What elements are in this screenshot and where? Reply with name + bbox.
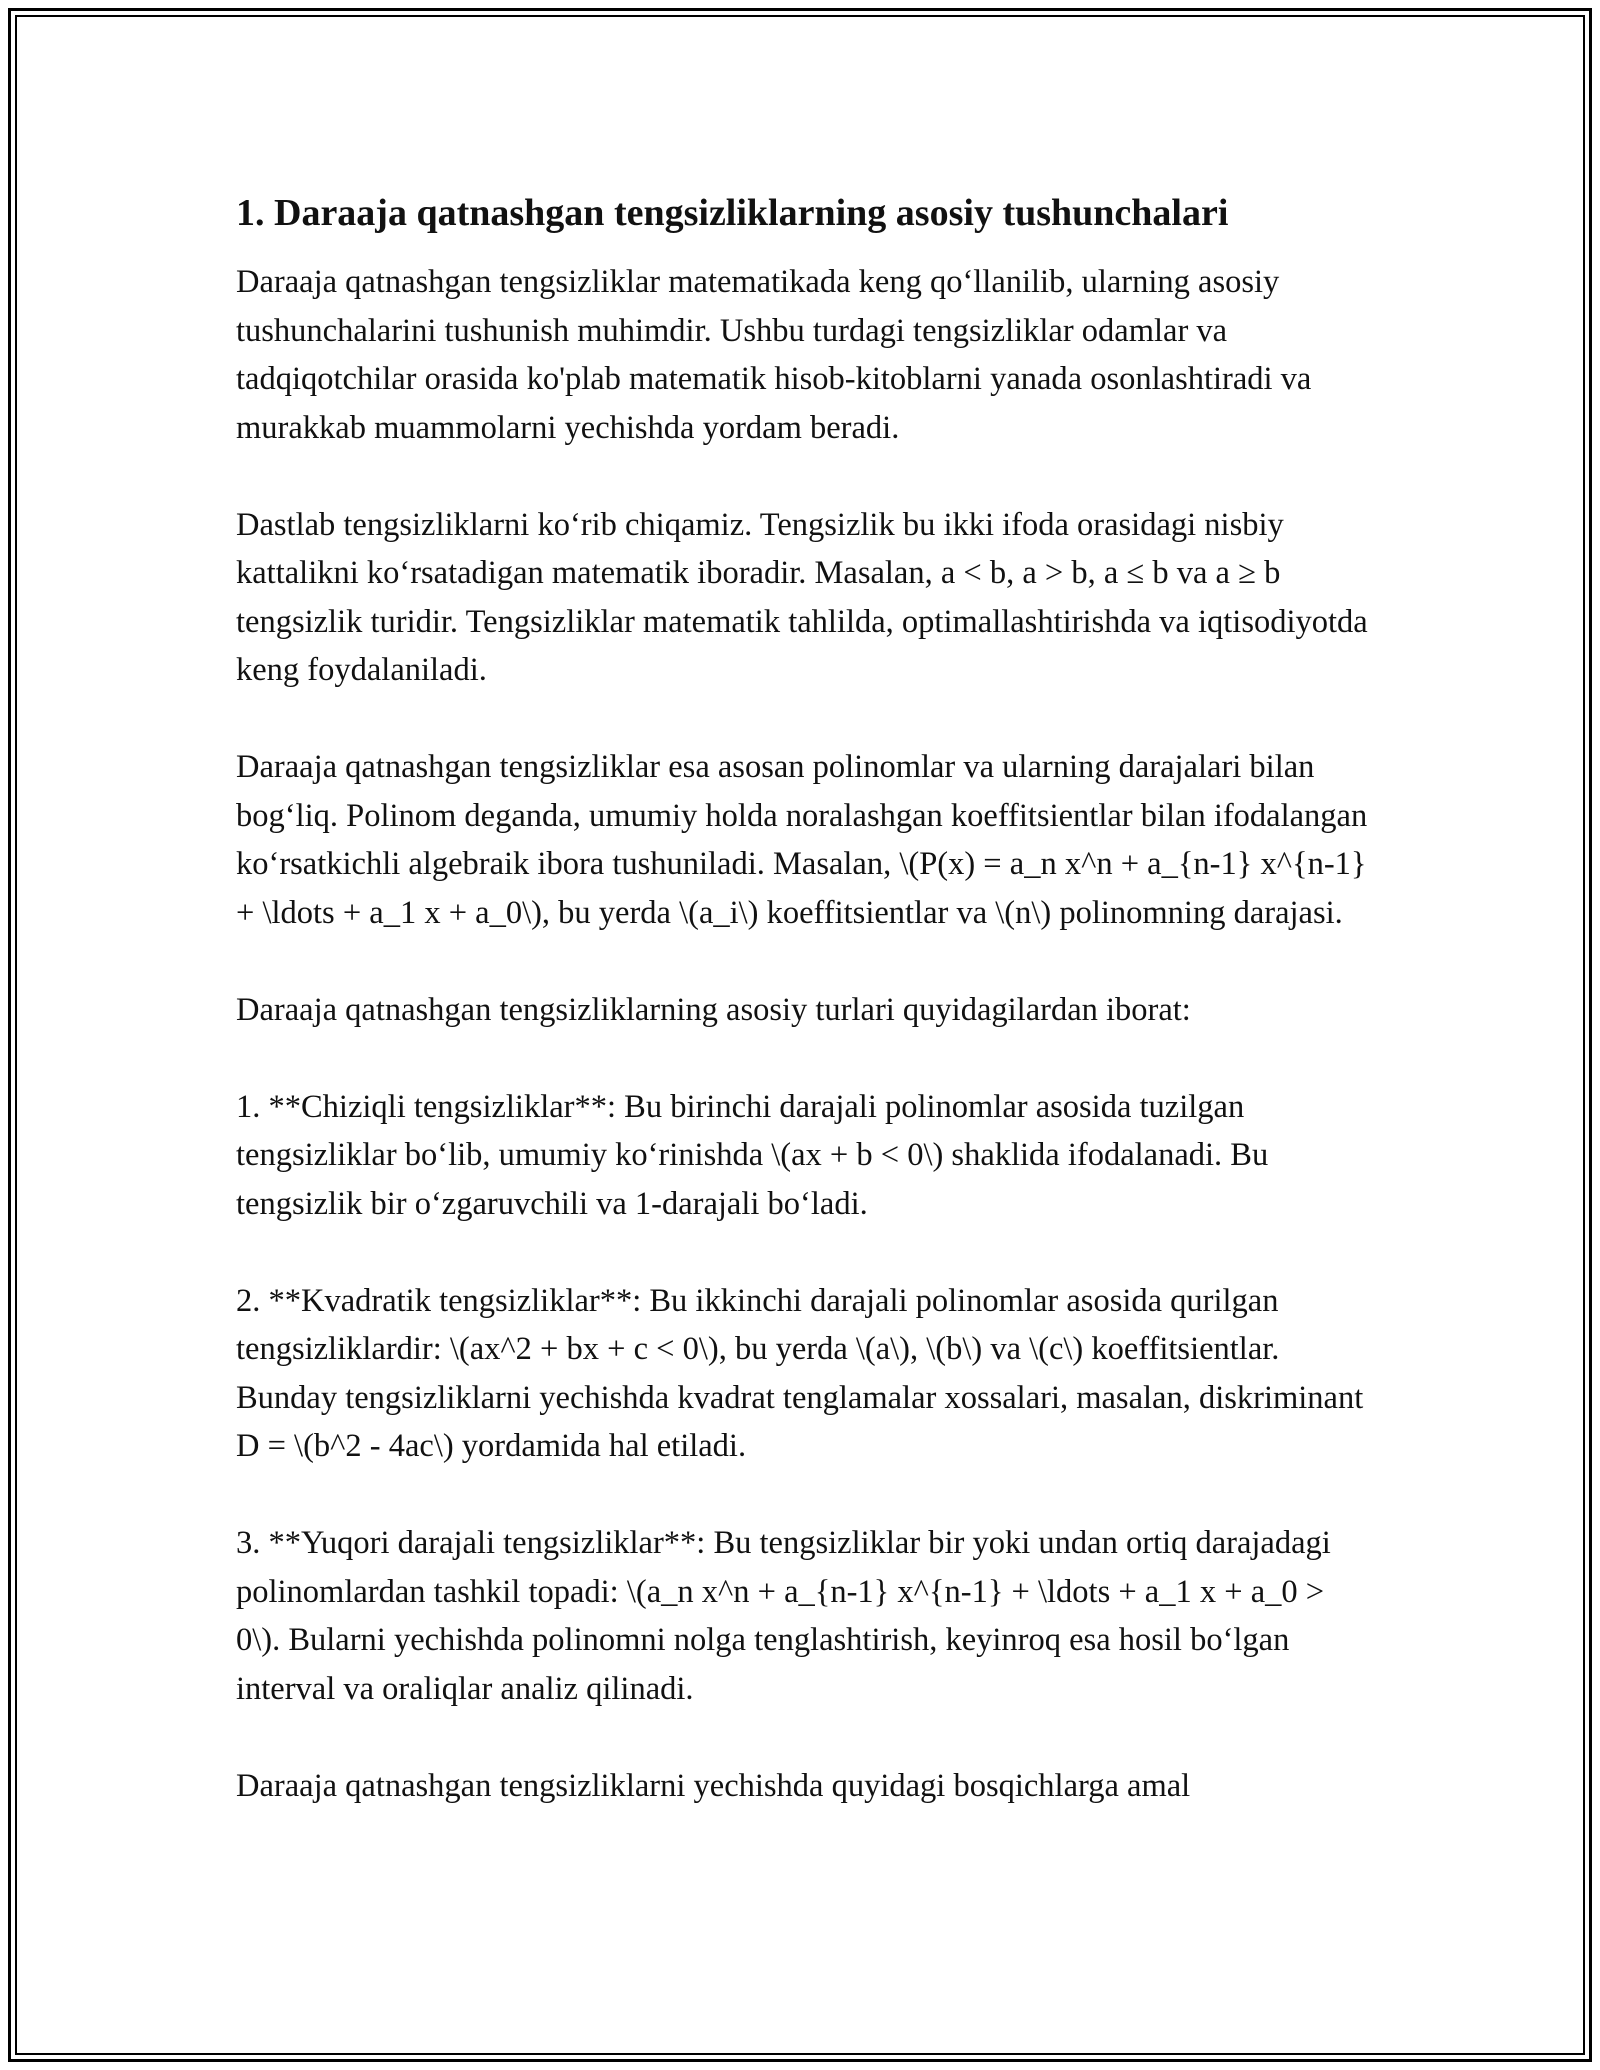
paragraph-inequality-definition: Dastlab tengsizliklarni ko‘rib chiqamiz. Tengsizlik bu ikki ifoda orasidagi nisbiy kattalikni ko‘rsatadigan matematik iboradir. Masalan, a < b, a > b, a ≤ b va a ≥ b tengsizlik turidir. Tengsizliklar matematik tahlilda, optimallashtirishda va iqtisodiyotda keng foydalaniladi. <box>236 506 1368 688</box>
paragraph-solving-steps: Daraaja qatnashgan tengsizliklarni yechishda quyidagi bosqichlarga amal <box>236 1767 1191 1804</box>
document-body <box>236 190 1376 1810</box>
paragraph-types-intro: Daraaja qatnashgan tengsizliklarning asosiy turlari quyidagilardan iborat: <box>236 991 1191 1028</box>
paragraph-polynomial-definition: Daraaja qatnashgan tengsizliklar esa asosan polinomlar va ularning darajalari bilan bog‘liq. Polinom deganda, umumiy holda noralashgan koeffitsientlar bilan ifodalangan ko‘rsatkichli algebraik ibora tushuniladi. Masalan, \(P(x) = a_n x^n + a_{n-1} x^{n-1} + \ldots + a_1 x + a_0\), bu yerda \(a_i\) koeffitsientlar va \(n\) polinomning darajasi. <box>236 749 1368 931</box>
section-heading: 1. Daraaja qatnashgan tengsizliklarning asosiy tushunchalari <box>236 192 1229 234</box>
list-item-quadratic: 2. **Kvadratik tengsizliklar**: Bu ikkinchi darajali polinomlar asosida qurilgan tengsizliklardir: \(ax^2 + bx + c < 0\), bu yerda \(a\), \(b\) va \(c\) koeffitsientlar. Bunday tengsizliklarni yechishda kvadrat tenglamalar xossalari, masalan, diskriminant D = \(b^2 - 4ac\) yordamida hal etiladi. <box>236 1282 1364 1464</box>
paragraph-intro: Daraaja qatnashgan tengsizliklar matematikada keng qo‘llanilib, ularning asosiy tushunchalarini tushunish muhimdir. Ushbu turdagi tengsizliklar odamlar va tadqiqotchilar orasida ko'plab matematik hisob-kitoblarni yanada osonlashtiradi va murakkab muammolarni yechishda yordam beradi. <box>236 264 1312 446</box>
list-item-linear: 1. **Chiziqli tengsizliklar**: Bu birinchi darajali polinomlar asosida tuzilgan tengsizliklar bo‘lib, umumiy ko‘rinishda \(ax + b < 0\) shaklida ifodalanadi. Bu tengsizlik bir o‘zgaruvchili va 1-darajali bo‘ladi. <box>236 1088 1269 1222</box>
list-item-higher-degree: 3. **Yuqori darajali tengsizliklar**: Bu tengsizliklar bir yoki undan ortiq darajadagi polinomlardan tashkil topadi: \(a_n x^n + a_{n-1} x^{n-1} + \ldots + a_1 x + a_0 > 0\). Bularni yechishda polinomni nolga tenglashtirish, keyinroq esa hosil bo‘lgan interval va oraliqlar analiz qilinadi. <box>236 1525 1331 1707</box>
